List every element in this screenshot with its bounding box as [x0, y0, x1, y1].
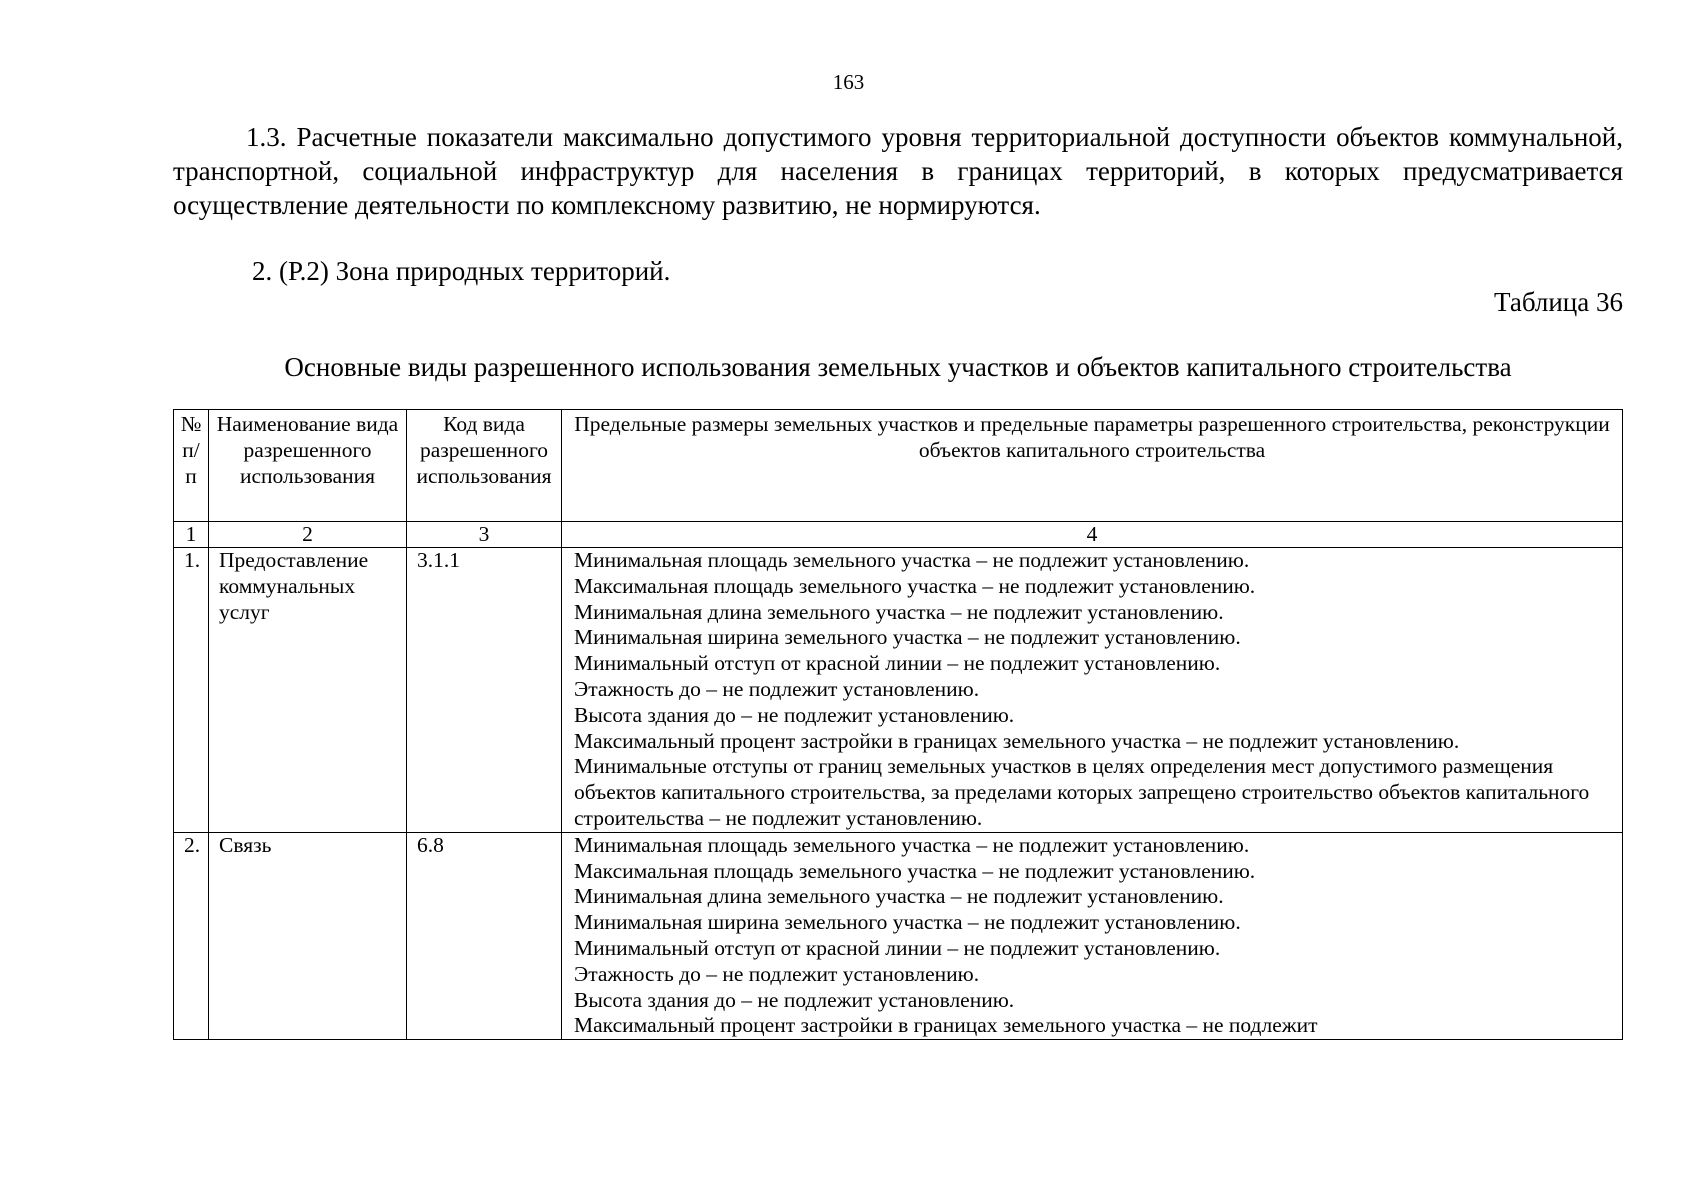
- index-cell: 1: [174, 522, 209, 548]
- param-line: Максимальная площадь земельного участка – не подлежит установлению.: [574, 573, 1256, 598]
- param-line: Минимальный отступ от красной линии – не подлежит установлению.: [574, 935, 1221, 960]
- param-line: Высота здания до – не подлежит установлению.: [574, 987, 1015, 1012]
- table-title: Основные виды разрешенного использования земельных участков и объектов капитального строительства: [284, 352, 1512, 382]
- param-line: Минимальная длина земельного участка – не подлежит установлению.: [574, 599, 1224, 624]
- param-line: Минимальная ширина земельного участка – не подлежит установлению.: [574, 910, 1241, 935]
- header-name: Наименование вида разрешенного использования: [209, 410, 407, 522]
- param-line: Этажность до – не подлежит установлению.: [574, 961, 980, 986]
- header-num: № п/п: [174, 410, 209, 522]
- row-number: 1.: [174, 548, 209, 833]
- table-header-row: [174, 410, 1623, 522]
- row-use-code: 6.8: [407, 832, 562, 1039]
- row-params: [562, 832, 1623, 1039]
- table-index-row: [174, 522, 1623, 548]
- page-number: 163: [832, 70, 865, 94]
- param-line: Минимальная площадь земельного участка – не подлежит установлению.: [574, 832, 1250, 857]
- param-line: Максимальный процент застройки в границах земельного участка – не подлежит установлению.: [574, 728, 1460, 753]
- row-number: 2.: [174, 832, 209, 1039]
- regulations-table: [173, 409, 1623, 1040]
- index-cell: 4: [562, 522, 1623, 548]
- param-line: Минимальная длина земельного участка – не подлежит установлению.: [574, 884, 1224, 909]
- param-line: Максимальная площадь земельного участка – не подлежит установлению.: [574, 858, 1256, 883]
- param-line: Этажность до – не подлежит установлению.: [574, 676, 980, 701]
- row-use-code: 3.1.1: [407, 548, 562, 833]
- param-line: Максимальный процент застройки в границах земельного участка – не подлежит: [574, 1013, 1318, 1038]
- header-params: Предельные размеры земельных участков и предельные параметры разрешенного строительства, реконструкции объектов капитального строительства: [562, 410, 1623, 522]
- param-line: Минимальный отступ от красной линии – не подлежит установлению.: [574, 651, 1221, 676]
- header-code: Код вида разрешенного использования: [407, 410, 562, 522]
- paragraph-1-3: 1.3. Расчетные показатели максимально допустимого уровня территориальной доступности объектов коммунальной, транспортной, социальной инфраструктур для населения в границах территорий, в которых предусматривается осуществление деятельности по комплексному развитию, не нормируются.: [173, 122, 1623, 220]
- param-line: Минимальная ширина земельного участка – не подлежит установлению.: [574, 625, 1241, 650]
- section-heading: 2. (Р.2) Зона природных территорий.: [252, 256, 671, 286]
- row-use-name: Предоставление коммунальных услуг: [209, 548, 407, 833]
- param-line: Минимальные отступы от границ земельных участков в целях определения мест допустимого размещения объектов капитального строительства, за пределами которых запрещено строительство объектов капитального строительства – не подлежит установлению.: [574, 754, 1590, 830]
- table-row: [174, 832, 1623, 1039]
- index-cell: 3: [407, 522, 562, 548]
- row-use-name: Связь: [209, 832, 407, 1039]
- param-line: Высота здания до – не подлежит установлению.: [574, 702, 1015, 727]
- table-label: Таблица 36: [1494, 287, 1623, 317]
- param-line: Минимальная площадь земельного участка – не подлежит установлению.: [574, 548, 1250, 572]
- row-params: [562, 548, 1623, 833]
- index-cell: 2: [209, 522, 407, 548]
- table-row: [174, 548, 1623, 833]
